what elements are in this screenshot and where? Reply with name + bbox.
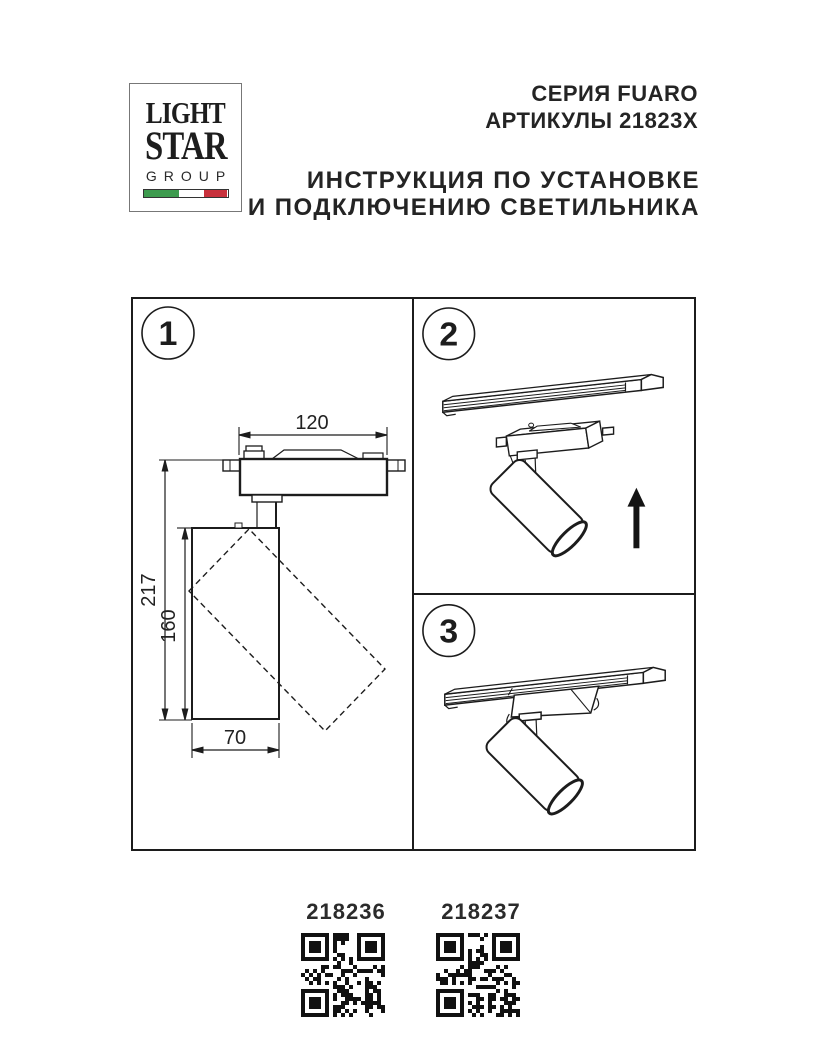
step3-number: 3: [439, 612, 459, 651]
logo-word-star: STAR: [144, 122, 227, 168]
title-line-2: И ПОДКЛЮЧЕНИЮ СВЕТИЛЬНИКА: [247, 194, 700, 221]
diagram-frame: [131, 297, 696, 851]
series-header: [485, 80, 698, 134]
panel-step-3: [414, 595, 694, 849]
step1-drawing: [133, 299, 412, 849]
track-adapter-side: [223, 446, 405, 528]
panel-step-2: [414, 299, 694, 595]
spotlight-cylinder: [483, 715, 587, 819]
article-number-218236: 218236: [306, 899, 386, 924]
instruction-title: [248, 167, 700, 221]
logo-word-group: GROUP: [145, 167, 233, 184]
italian-flag-stripe: [143, 189, 229, 198]
qr-code: [301, 933, 385, 1017]
series-name: СЕРИЯ FUARO: [531, 81, 698, 106]
title-line-1: ИНСТРУКЦИЯ ПО УСТАНОВКЕ: [306, 167, 700, 194]
articles-line: АРТИКУЛЫ 21823X: [485, 108, 698, 133]
dim-120-label: 120: [295, 412, 329, 434]
track-rail: [443, 375, 663, 416]
step3-drawing: [414, 595, 694, 849]
dim-160-label: 160: [158, 609, 180, 643]
lightstar-logo: [129, 83, 242, 212]
panel-step-1: [133, 299, 414, 849]
article-number-218237: 218237: [441, 899, 521, 924]
dim-70-label: 70: [223, 727, 247, 749]
qr-code: [436, 933, 520, 1017]
step1-number: 1: [158, 315, 178, 353]
spotlight-cylinder: [487, 457, 591, 561]
step2-number: 2: [439, 315, 459, 354]
up-arrow-icon: [627, 488, 645, 549]
step2-drawing: [414, 299, 694, 593]
lamp-body-side: [192, 523, 279, 719]
dim-217-label: 217: [138, 573, 160, 607]
logo-word-light: LIGHT: [145, 94, 226, 130]
